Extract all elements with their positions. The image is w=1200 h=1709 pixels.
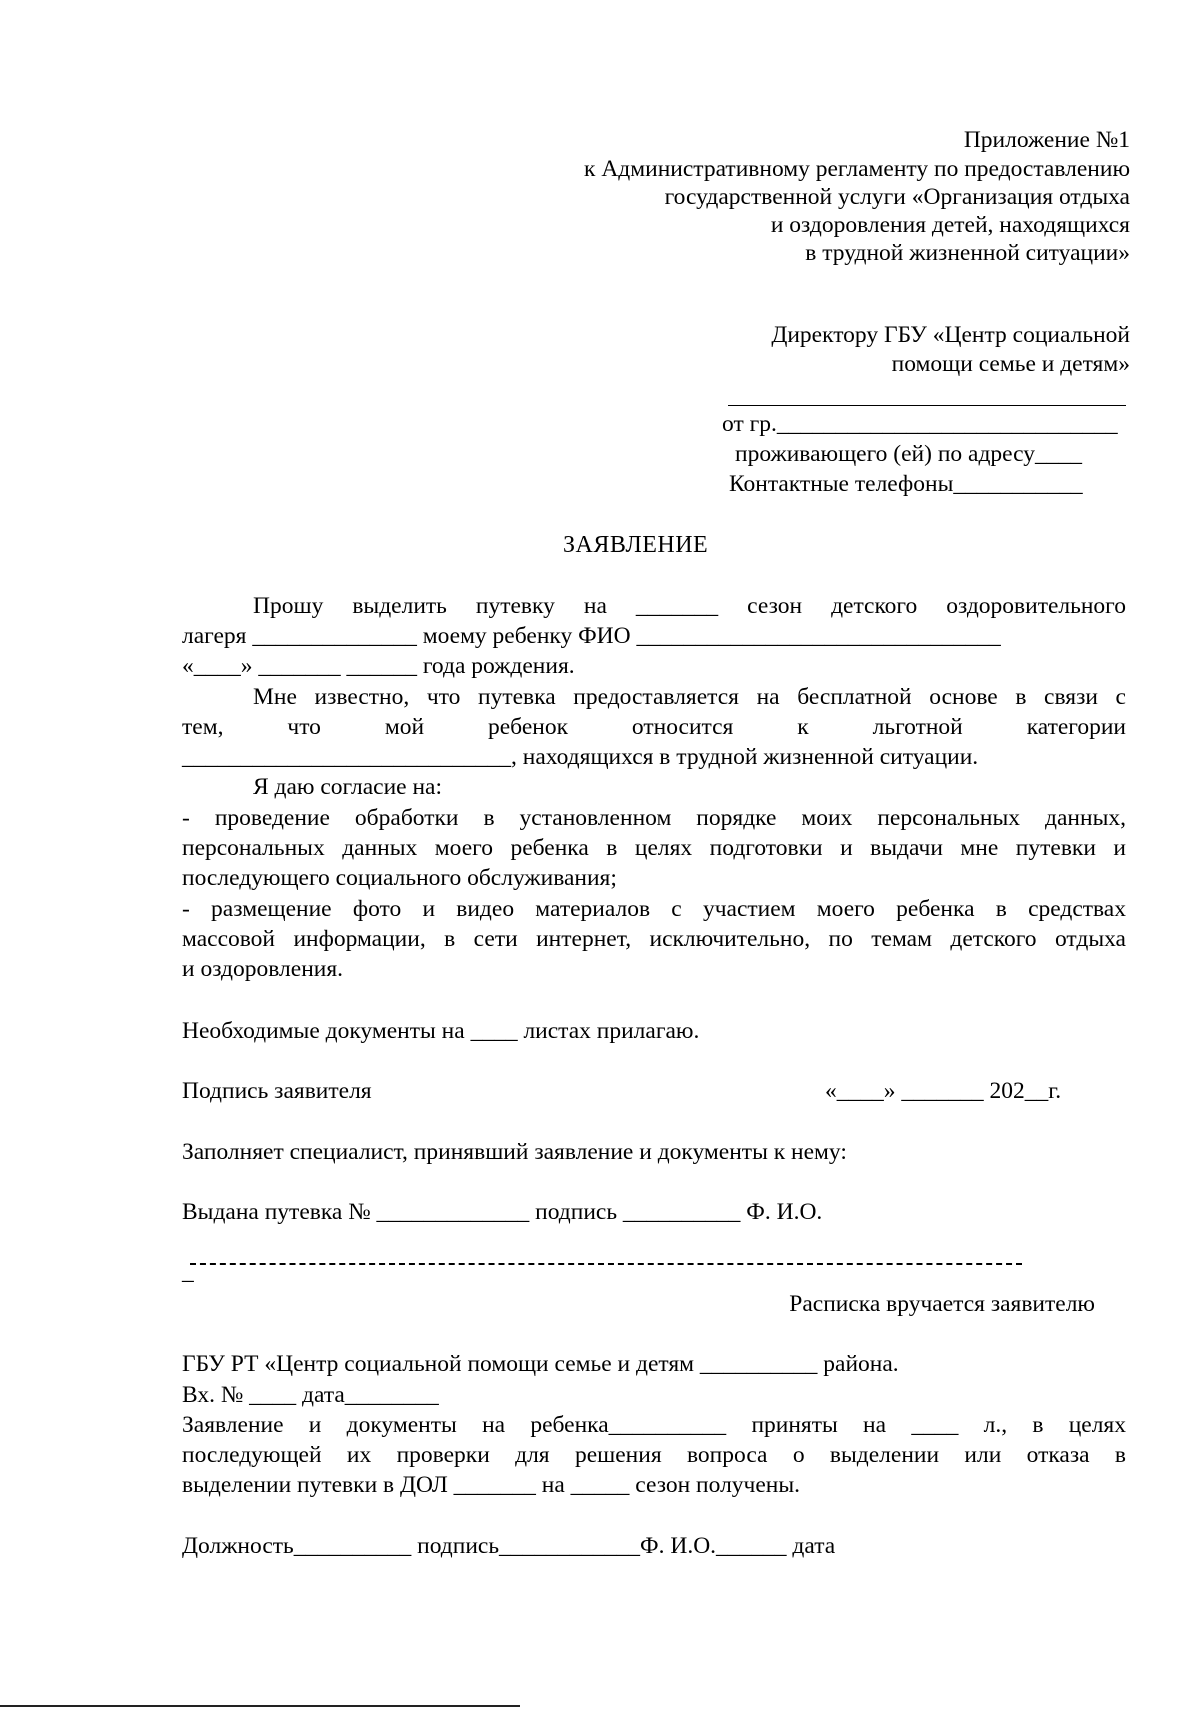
attached-documents: Необходимые документы на ____ листах прилагаю. <box>182 1018 700 1044</box>
appendix-line-4: в трудной жизненной ситуации» <box>805 240 1130 266</box>
addressee-phones: Контактные телефоны___________ <box>729 471 1083 497</box>
receipt-footer: Должность__________ подпись____________Ф. И.О.______ дата <box>182 1533 836 1559</box>
consent-1-line-3: последующего социального обслуживания; <box>182 865 617 891</box>
request-line-1: Прошу выделить путевку на _______ сезон детского оздоровительного <box>253 593 1126 619</box>
cut-mark: _ <box>182 1259 194 1285</box>
scan-edge-mark <box>0 1705 520 1707</box>
request-line-3: «____» _______ ______ года рождения. <box>182 653 575 679</box>
notice-line-3: ____________________________, находящихся в трудной жизненной ситуации. <box>182 744 979 770</box>
notice-line-1: Мне известно, что путевка предоставляется на бесплатной основе в связи с <box>253 684 1126 710</box>
request-line-2: лагеря ______________ моему ребенку ФИО _______________________________ <box>182 623 1001 649</box>
addressee-line-1: Директору ГБУ «Центр социальной <box>771 322 1130 348</box>
specialist-section-label: Заполняет специалист, принявший заявление и документы к нему: <box>182 1139 847 1165</box>
notice-line-2: тем, что мой ребенок относится к льготной категории <box>182 714 1126 740</box>
appendix-line-3: и оздоровления детей, находящихся <box>770 212 1130 238</box>
addressee-blank-line <box>728 405 1126 406</box>
application-date: «____» _______ 202__г. <box>825 1078 1062 1104</box>
consent-2-line-1: - размещение фото и видео материалов с участием моего ребенка в средствах <box>182 896 1126 922</box>
document-title: ЗАЯВЛЕНИЕ <box>563 532 709 558</box>
applicant-signature-label: Подпись заявителя <box>182 1078 372 1104</box>
receipt-line-1: Заявление и документы на ребенка__________ приняты на ____ л., в целях <box>182 1412 1126 1438</box>
consent-1-line-2: персональных данных моего ребенка в целях подготовки и выдачи мне путевки и <box>182 835 1126 861</box>
addressee-address: проживающего (ей) по адресу____ <box>735 441 1083 467</box>
consent-heading: Я даю согласие на: <box>253 774 442 800</box>
appendix-number: Приложение №1 <box>963 127 1130 153</box>
addressee-line-2: помощи семье и детям» <box>891 351 1130 377</box>
appendix-line-1: к Административному регламенту по предоставлению <box>584 156 1130 182</box>
consent-2-line-3: и оздоровления. <box>182 956 344 982</box>
receipt-title: Расписка вручается заявителю <box>789 1291 1095 1317</box>
receipt-line-3: выделении путевки в ДОЛ _______ на _____ сезон получены. <box>182 1472 801 1498</box>
addressee-from: от гр._____________________________ <box>722 411 1118 437</box>
voucher-issued-line: Выдана путевка № _____________ подпись __________ Ф. И.О. <box>182 1199 823 1225</box>
appendix-line-2: государственной услуги «Организация отдыха <box>664 184 1130 210</box>
receipt-incoming-number: Вх. № ____ дата________ <box>182 1382 439 1408</box>
receipt-line-2: последующей их проверки для решения вопроса о выделении или отказа в <box>182 1442 1126 1468</box>
cut-line <box>190 1263 1022 1265</box>
receipt-organization: ГБУ РТ «Центр социальной помощи семье и детям __________ района. <box>182 1351 899 1377</box>
consent-2-line-2: массовой информации, в сети интернет, исключительно, по темам детского отдыха <box>182 926 1126 952</box>
consent-1-line-1: - проведение обработки в установленном порядке моих персональных данных, <box>182 805 1126 831</box>
